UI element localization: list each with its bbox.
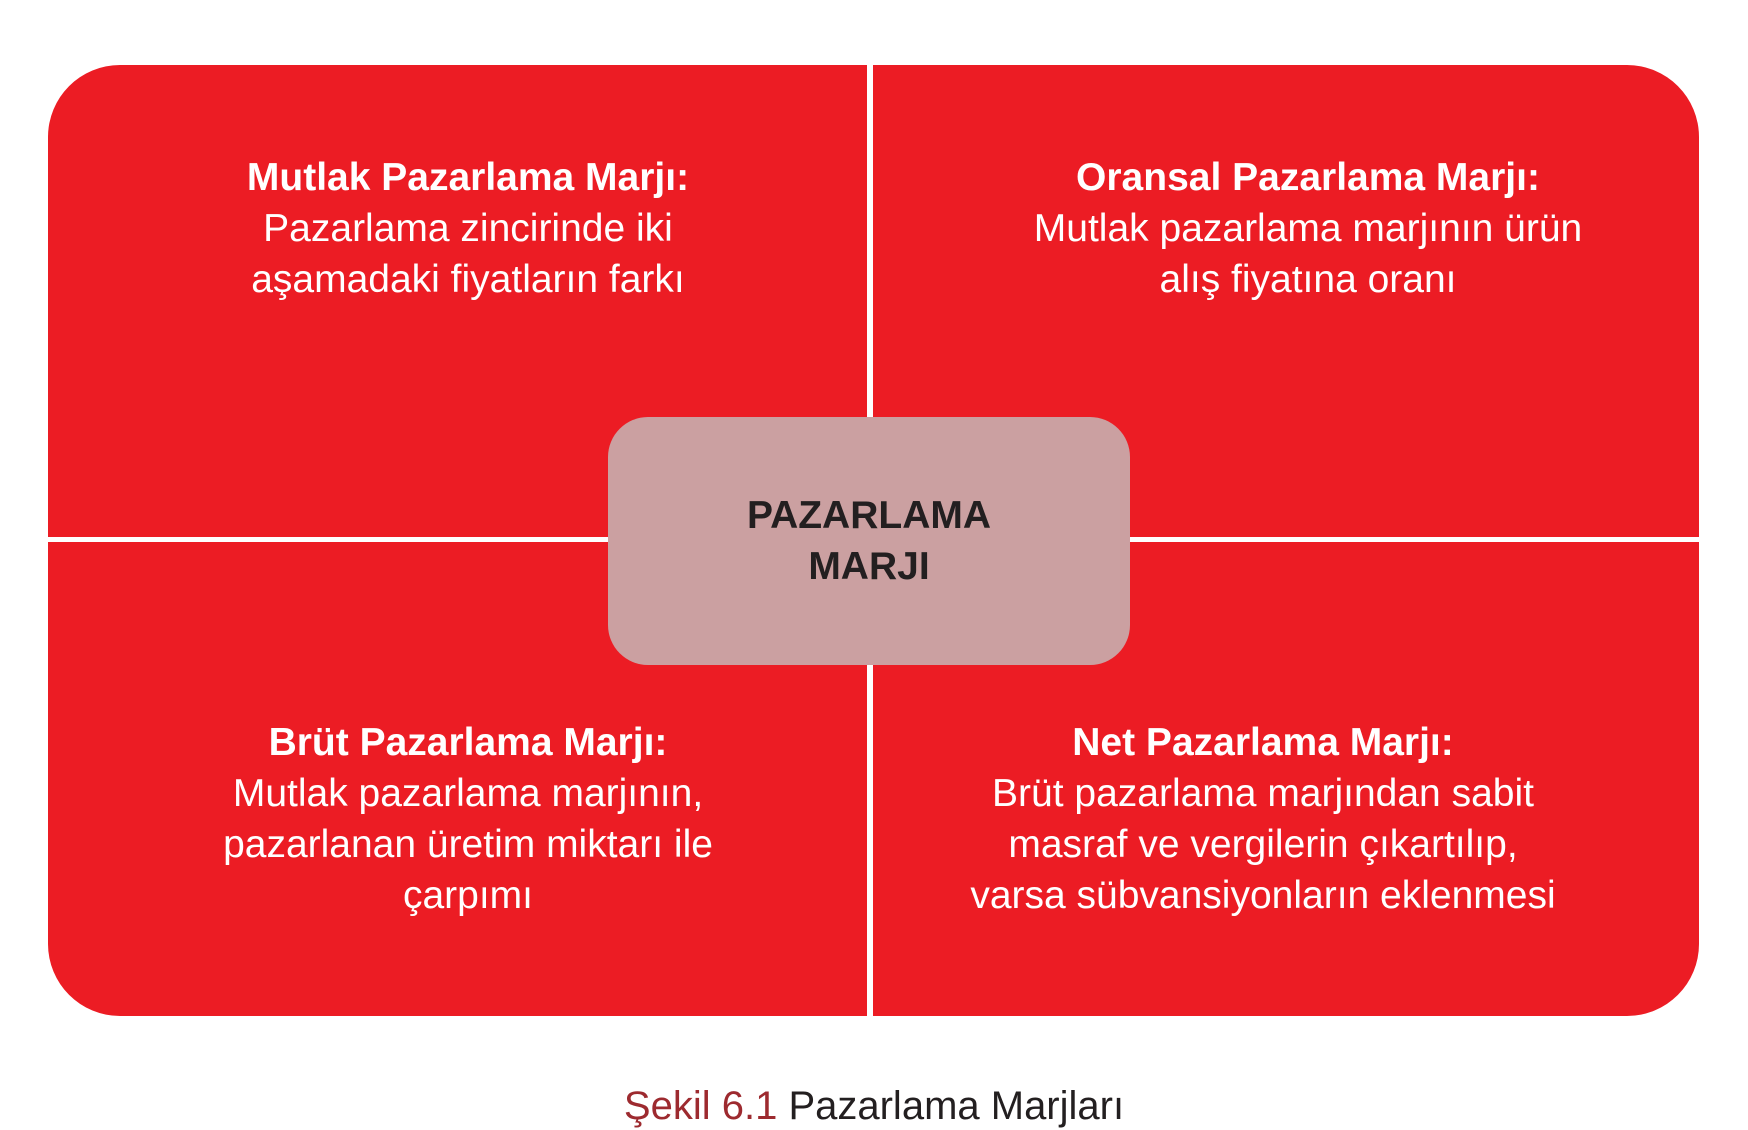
quadrant-title: Brüt Pazarlama Marjı: xyxy=(268,721,668,764)
figure-caption xyxy=(0,1082,1748,1130)
quadrant-title: Mutlak Pazarlama Marjı: xyxy=(246,156,690,199)
quadrant-text xyxy=(108,152,828,305)
center-label: PAZARLAMA MARJI xyxy=(746,494,992,588)
quadrant-text xyxy=(903,717,1623,921)
quadrant-description: Mutlak pazarlama marjının, pazarlanan üretim miktarı ile çarpımı xyxy=(223,772,713,917)
caption-text: Pazarlama Marjları xyxy=(788,1084,1125,1128)
pazarlama-marji-diagram xyxy=(48,65,1699,1016)
quadrant-description: Brüt pazarlama marjından sabit masraf ve vergilerin çıkartılıp, varsa sübvansiyonların eklenmesi xyxy=(970,772,1556,917)
quadrant-title: Net Pazarlama Marjı: xyxy=(1072,721,1454,764)
quadrant-title: Oransal Pazarlama Marjı: xyxy=(1076,156,1540,199)
quadrant-text xyxy=(953,152,1663,305)
quadrant-description: Mutlak pazarlama marjının ürün alış fiyatına oranı xyxy=(1033,207,1583,301)
caption-number: Şekil 6.1 xyxy=(623,1084,778,1128)
quadrant-description: Pazarlama zincirinde iki aşamadaki fiyatların farkı xyxy=(251,207,685,301)
center-node xyxy=(608,417,1130,665)
quadrant-text xyxy=(108,717,828,921)
